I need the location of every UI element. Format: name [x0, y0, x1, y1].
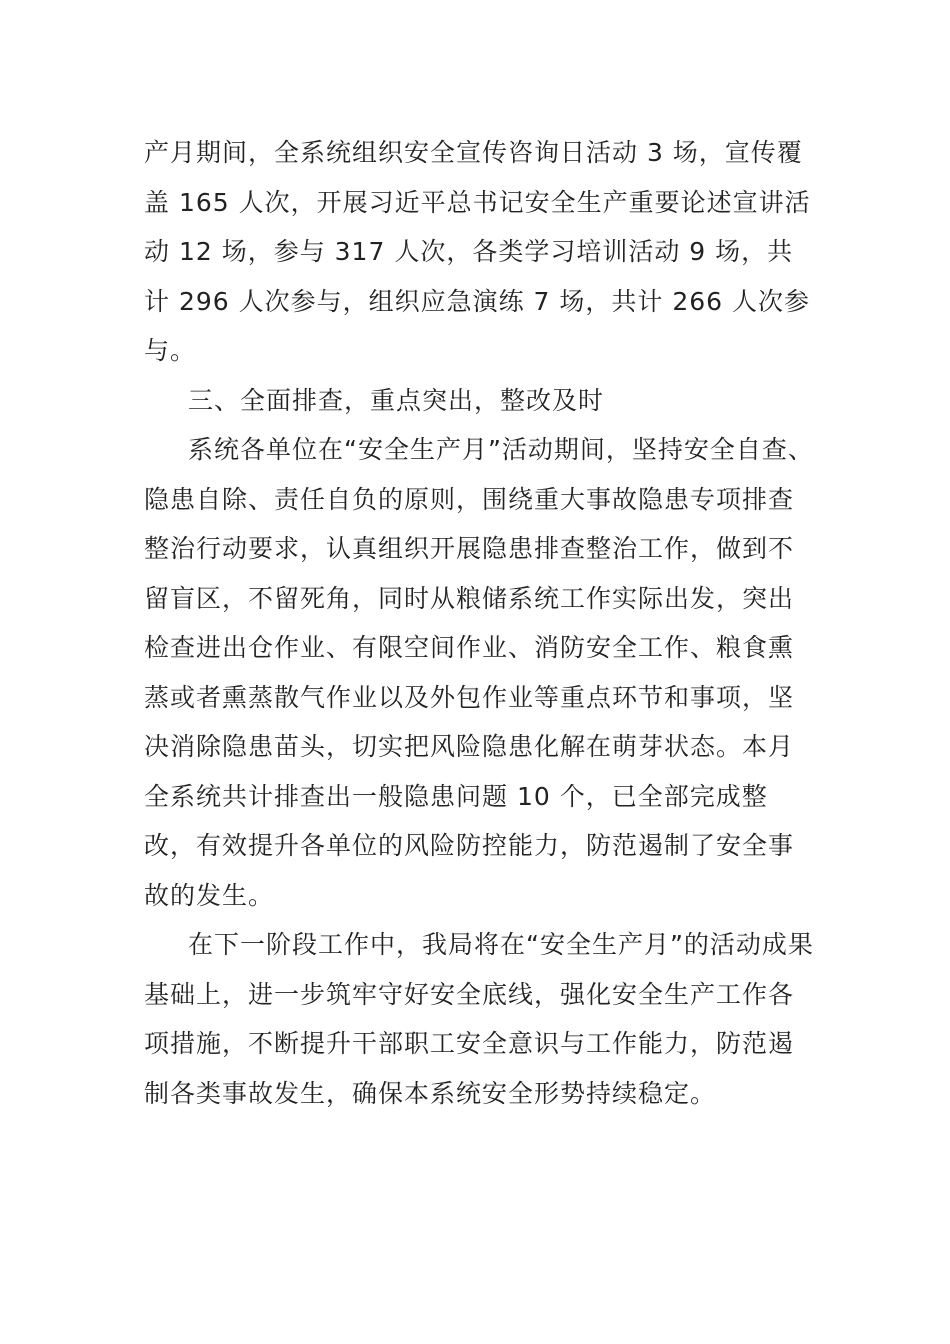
paragraph-hazard-inspection: 系统各单位在“安全生产月”活动期间，坚持安全自查、隐患自除、责任自负的原则，围绕重大事故隐患专项排查整治行动要求，认真组织开展隐患排查整治工作，做到不留盲区，不留死角，同时从粮储系统工作实际出发，突出检查进出仓作业、有限空间作业、消防安全工作、粮食熏蒸或者熏蒸散气作业以及外包作业等重点环节和事项，坚决消除隐患苗头，切实把风险隐患化解在萌芽状态。本月全系统共计排查出一般隐患问题 10 个，已全部完成整改，有效提升各单位的风险防控能力，防范遏制了安全事故的发生。 — [144, 435, 814, 910]
paragraph-next-stage: 在下一阶段工作中，我局将在“安全生产月”的活动成果基础上，进一步筑牢守好安全底线，强化安全生产工作各项措施，不断提升干部职工安全意识与工作能力，防范遏制各类事故发生，确保本系统安全形势持续稳定。 — [144, 930, 814, 1108]
paragraph-activity-stats: 产月期间，全系统组织安全宣传咨询日活动 3 场，宣传覆盖 165 人次，开展习近平总书记安全生产重要论述宣讲活动 12 场，参与 317 人次，各类学习培训活动 9 场，共计 296 人次参与，组织应急演练 7 场，共计 266 人次参与。 — [144, 138, 811, 365]
section-heading-three: 三、全面排查，重点突出，整改及时 — [188, 385, 605, 415]
document-body — [144, 128, 814, 1118]
